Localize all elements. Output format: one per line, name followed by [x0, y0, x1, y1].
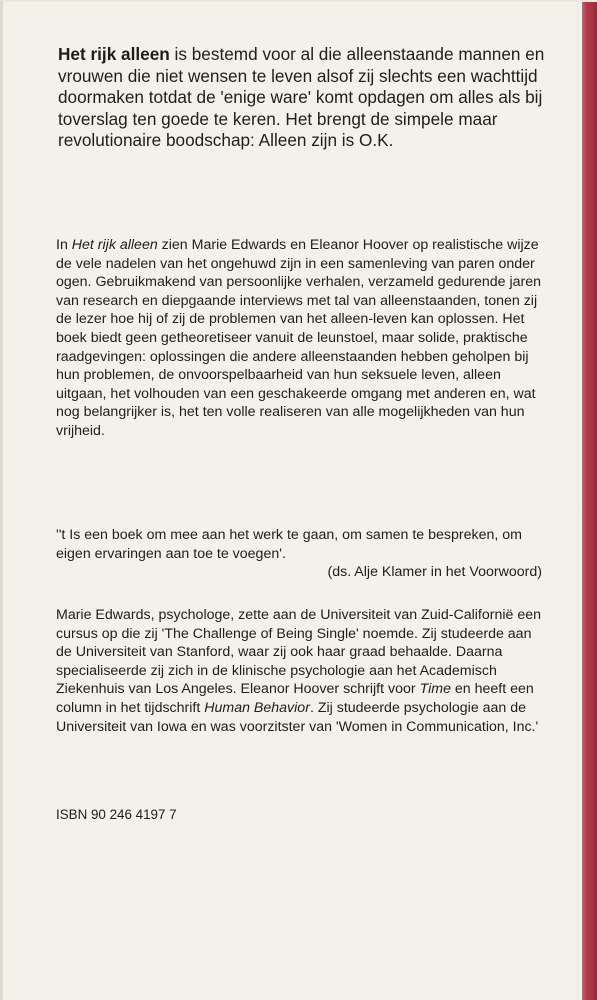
- quote-block: [56, 526, 550, 582]
- red-spine-edge: [582, 2, 597, 1000]
- intro-blurb: [58, 44, 548, 152]
- intro-title: Het rijk alleen: [58, 44, 170, 64]
- description-text: zien Marie Edwards en Eleanor Hoover op realistische wijze de vele nadelen van het ongehuwd zijn in een samenleving van paren onder ogen. Gebruikmakend van persoonlijke verhalen, verzameld gedurende jaren van research en diepgaande interviews met tal van alleenstaanden, tonen zij de lezer hoe hij of zij de problemen van het alleen-leven kan oplossen. Het boek biedt geen getheoretiseer vanuit de leunstoel, maar solide, praktische raadgevingen: oplossingen die andere alleenstaanden hebben geholpen bij hun problemen, de onvoorspelbaarheid van hun seksuele leven, alleen uitgaan, het volhouden van een geschakeerde omgang met anderen en, wat nog belangrijker is, het ten volle realiseren van alle mogelijkheden van hun vrijheid.: [56, 237, 542, 439]
- bio-part-1: Marie Edwards, psychologe, zette aan de Universiteit van Zuid-Californië een cursus op die zij 'The Challenge of Being Single' noemde. Zij studeerde aan de Universiteit van Stanford, waar zij ook haar graad behaalde. Daarna specialiseerde zij zich in de klinische psychologie aan het Academisch Ziekenhuis van Los Angeles. Eleanor Hoover schrijft voor: [56, 607, 541, 698]
- description-paragraph: [56, 236, 550, 441]
- author-bio-paragraph: [56, 606, 550, 736]
- intro-text: is bestemd voor al die alleenstaande mannen en vrouwen die niet wensen te leven alsof zij slechts een wachttijd doormaken totdat de 'enige ware' komt opdagen om alles als bij toverslag ten goede te keren. Het brengt de simpele maar revolutionaire boodschap: Alleen zijn is O.K.: [58, 44, 545, 151]
- bio-part-3: . Zij studeerde psychologie aan de Universiteit van Iowa en was voorzitster van 'Women in Communication, Inc.': [56, 699, 539, 735]
- isbn-number: ISBN 90 246 4197 7: [56, 807, 177, 822]
- description-title: Het rijk alleen: [71, 237, 158, 253]
- bio-italic-human-behavior: Human Behavior: [204, 699, 310, 716]
- description-prefix: In: [56, 237, 72, 253]
- bio-italic-time: Time: [419, 681, 451, 698]
- quote-text: ''t Is een boek om mee aan het werk te gaan, om samen te bespreken, om eigen ervaringen aan toe te voegen'.: [56, 527, 522, 562]
- quote-attribution: (ds. Alje Klamer in het Voorwoord): [327, 564, 542, 581]
- bio-part-2: en heeft een column in het tijdschrift: [56, 681, 534, 716]
